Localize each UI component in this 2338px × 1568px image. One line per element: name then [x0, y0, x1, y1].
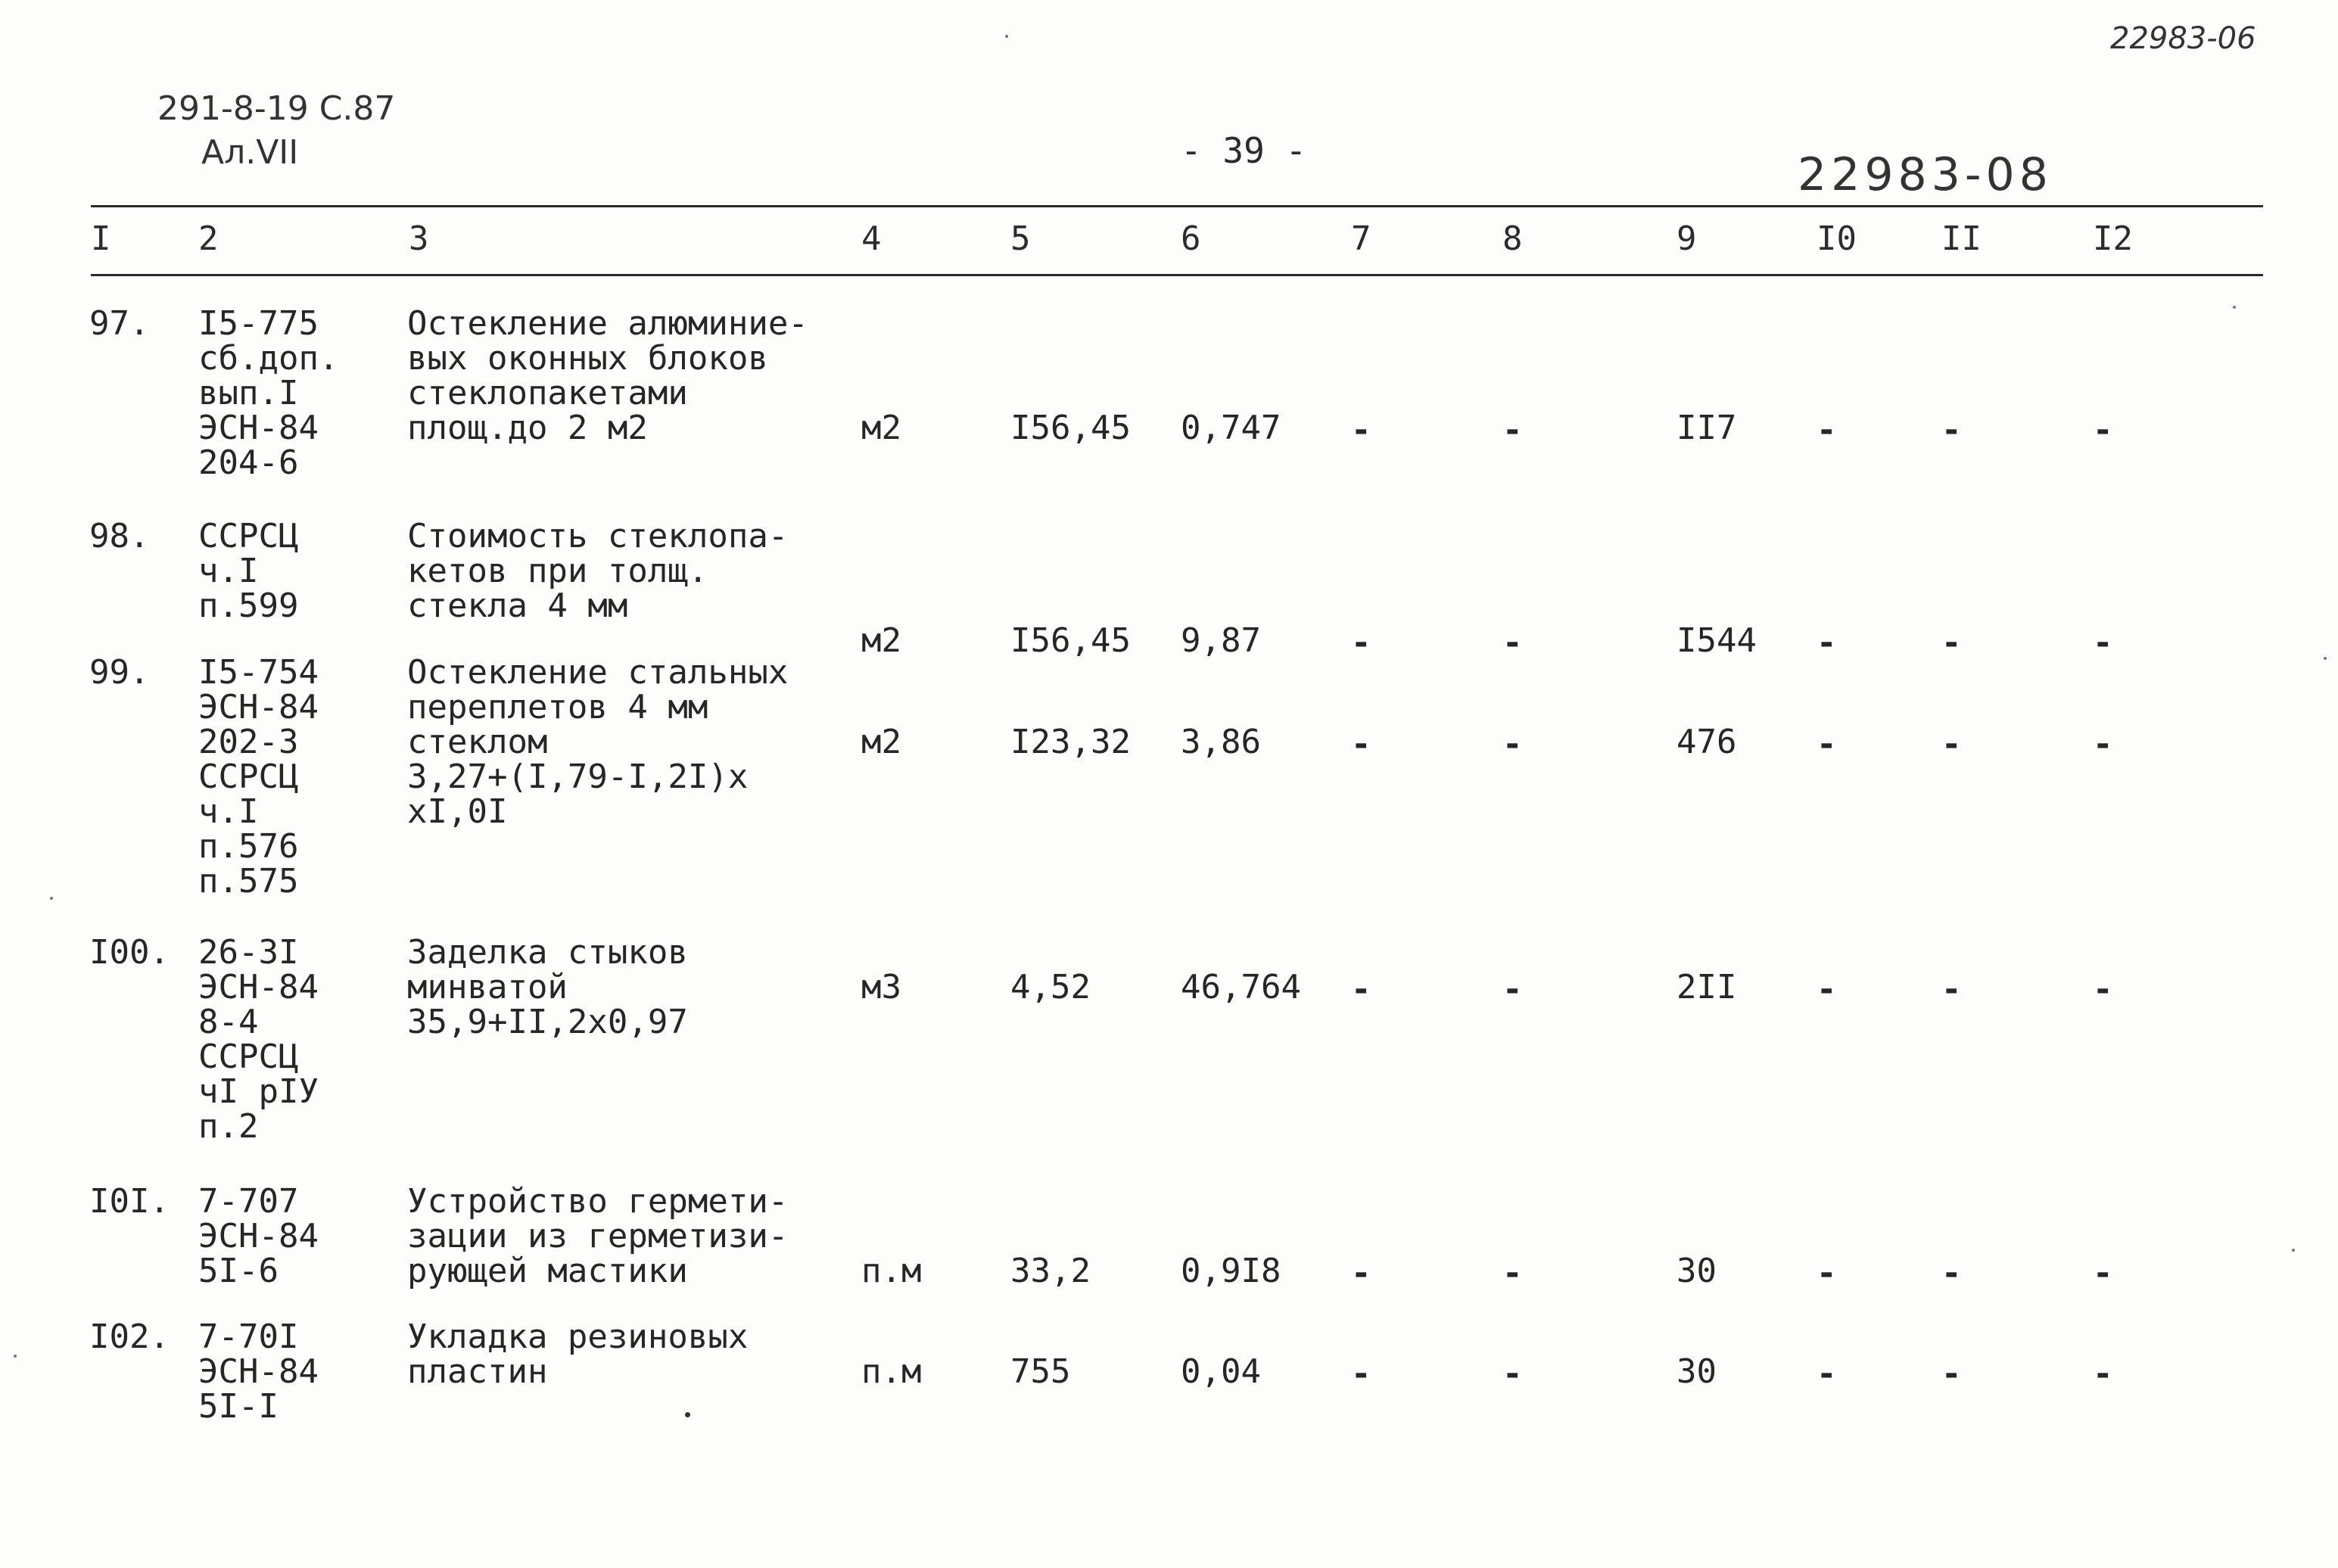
quantity-cell: 33,2	[1010, 1252, 1091, 1290]
total-cell: II7	[1676, 409, 1737, 447]
unit-cell: м2	[861, 409, 901, 447]
unit-cell: п.м	[861, 1352, 922, 1391]
col7-cell: -	[1351, 970, 1371, 1009]
col7-cell: -	[1351, 1355, 1371, 1393]
work-description: Укладка резиновых пластин	[407, 1318, 749, 1391]
column-header-10: I0	[1817, 219, 1857, 258]
column-header-1: I	[91, 219, 111, 258]
col12-cell: -	[2093, 1254, 2113, 1293]
unit-cell: м2	[861, 621, 901, 660]
row-number: 99.	[89, 653, 150, 692]
col12-cell: -	[2093, 1355, 2113, 1393]
quantity-cell: I56,45	[1010, 621, 1131, 660]
column-header-2: 2	[198, 219, 219, 258]
rate-cell: 0,747	[1181, 409, 1281, 447]
rate-cell: 9,87	[1181, 621, 1261, 660]
column-header-7: 7	[1351, 219, 1371, 258]
col8-cell: -	[1502, 1355, 1523, 1393]
quantity-cell: I23,32	[1010, 723, 1131, 761]
scan-speck	[50, 897, 53, 900]
col11-cell: -	[1941, 1355, 1962, 1393]
col8-cell: -	[1502, 411, 1523, 450]
total-cell: I544	[1676, 621, 1757, 660]
scan-speck	[14, 1355, 17, 1358]
col12-cell: -	[2093, 411, 2113, 450]
col7-cell: -	[1351, 725, 1371, 764]
col11-cell: -	[1941, 624, 1962, 662]
document-reference: 291-8-19 С.87	[157, 89, 396, 128]
column-header-12: I2	[2093, 219, 2133, 258]
norm-code: 7-70I ЭСН-84 5I-I	[198, 1318, 319, 1426]
col10-cell: -	[1817, 970, 1837, 1009]
table-top-rule	[91, 205, 2263, 207]
row-number: I00.	[89, 933, 170, 972]
row-number: I0I.	[89, 1182, 170, 1221]
col8-cell: -	[1502, 970, 1523, 1009]
unit-cell: п.м	[861, 1252, 922, 1290]
corner-stamp: 22983-06	[2110, 21, 2256, 56]
norm-code: I5-754 ЭСН-84 202-3 ССРСЦ ч.I п.576 п.575	[198, 653, 319, 901]
col10-cell: -	[1817, 624, 1837, 662]
column-header-4: 4	[861, 219, 882, 258]
scan-speck	[2292, 1249, 2295, 1252]
col11-cell: -	[1941, 725, 1962, 764]
col11-cell: -	[1941, 411, 1962, 450]
column-header-6: 6	[1181, 219, 1201, 258]
col8-cell: -	[1502, 624, 1523, 662]
col10-cell: -	[1817, 1254, 1837, 1293]
norm-code: 26-3I ЭСН-84 8-4 ССРСЦ чI рIУ п.2	[198, 933, 319, 1146]
col7-cell: -	[1351, 624, 1371, 662]
unit-cell: м3	[861, 968, 901, 1006]
col7-cell: -	[1351, 411, 1371, 450]
col11-cell: -	[1941, 1254, 1962, 1293]
work-description: Остекление алюминие- вых оконных блоков стеклопакетами площ.до 2 м2	[407, 304, 808, 447]
col8-cell: -	[1502, 725, 1523, 764]
quantity-cell: 4,52	[1010, 968, 1091, 1006]
col12-cell: -	[2093, 624, 2113, 662]
col8-cell: -	[1502, 1254, 1523, 1293]
col11-cell: -	[1941, 970, 1962, 1009]
album-label: Ал.VII	[201, 133, 299, 172]
total-cell: 30	[1676, 1352, 1717, 1391]
rate-cell: 0,9I8	[1181, 1252, 1281, 1290]
unit-cell: м2	[861, 723, 901, 761]
col10-cell: -	[1817, 1355, 1837, 1393]
page-number: - 39 -	[1181, 130, 1307, 171]
col12-cell: -	[2093, 970, 2113, 1009]
norm-code: I5-775 сб.доп. вып.I ЭСН-84 204-6	[198, 304, 339, 482]
col12-cell: -	[2093, 725, 2113, 764]
column-header-3: 3	[409, 219, 429, 258]
header-bottom-rule	[91, 274, 2263, 276]
row-number: 97.	[89, 304, 150, 343]
quantity-cell: I56,45	[1010, 409, 1131, 447]
rate-cell: 0,04	[1181, 1352, 1261, 1391]
col7-cell: -	[1351, 1254, 1371, 1293]
column-header-8: 8	[1502, 219, 1523, 258]
scan-speck	[2324, 657, 2327, 660]
quantity-cell: 755	[1010, 1352, 1071, 1391]
rate-cell: 46,764	[1181, 968, 1301, 1006]
scan-speck	[2233, 306, 2236, 309]
column-header-11: II	[1941, 219, 1982, 258]
work-description: Стоимость стеклопа- кетов при толщ. стекла 4 мм	[407, 517, 789, 625]
scan-speck	[1005, 35, 1008, 38]
scan-speck	[685, 1412, 690, 1417]
row-number: I02.	[89, 1318, 170, 1356]
rate-cell: 3,86	[1181, 723, 1261, 761]
column-header-9: 9	[1676, 219, 1697, 258]
work-description: Остекление стальных переплетов 4 мм стеклом 3,27+(I,79-I,2I)x xI,0I	[407, 653, 789, 831]
column-header-5: 5	[1010, 219, 1031, 258]
total-cell: 2II	[1676, 968, 1737, 1006]
work-description: Заделка стыков минватой 35,9+II,2x0,97	[407, 933, 688, 1041]
total-cell: 476	[1676, 723, 1737, 761]
norm-code: 7-707 ЭСН-84 5I-6	[198, 1182, 319, 1290]
col10-cell: -	[1817, 725, 1837, 764]
norm-code: ССРСЦ ч.I п.599	[198, 517, 299, 625]
inventory-number: 22983-08	[1798, 148, 2053, 201]
col10-cell: -	[1817, 411, 1837, 450]
work-description: Устройство гермети- зации из герметизи- рующей мастики	[407, 1182, 789, 1290]
total-cell: 30	[1676, 1252, 1717, 1290]
row-number: 98.	[89, 517, 150, 555]
